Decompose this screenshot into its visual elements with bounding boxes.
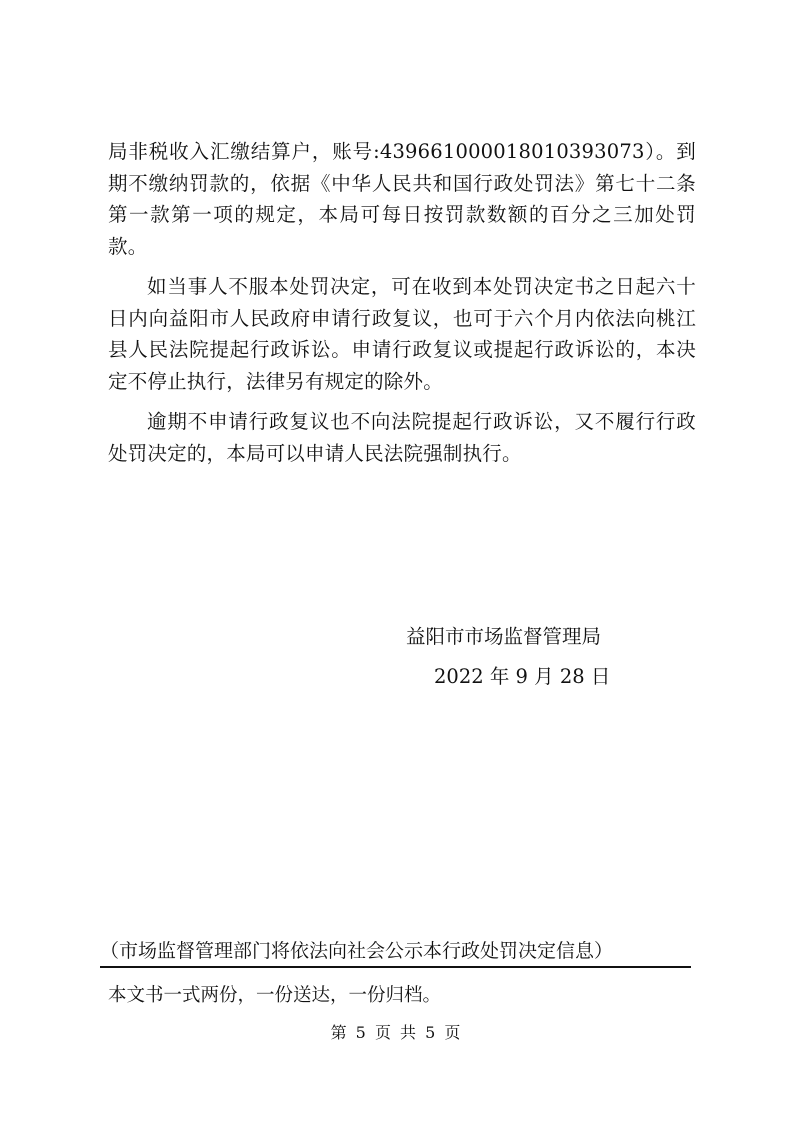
page-number-footer: 第 5 页 共 5 页 bbox=[330, 1023, 463, 1042]
public-disclosure-notice: （市场监督管理部门将依法向社会公示本行政处罚决定信息） bbox=[100, 937, 691, 968]
issuing-organization: 益阳市市场监督管理局 bbox=[406, 625, 602, 648]
paragraph-appeal-rights: 如当事人不服本处罚决定，可在收到本处罚决定书之日起六十日内向益阳市人民政府申请行政复议，也可于六个月内依法向桃江县人民法院提起行政诉讼。申请行政复议或提起行政诉讼的，本决定不停止执行，法律另有规定的除外。 bbox=[108, 275, 696, 393]
paragraph-enforcement: 逾期不申请行政复议也不向法院提起行政诉讼，又不履行行政处罚决定的，本局可以申请人民法院强制执行。 bbox=[108, 410, 696, 465]
issue-date: 2022 年 9 月 28 日 bbox=[434, 665, 611, 688]
copies-note: 本文书一式两份，一份送达，一份归档。 bbox=[108, 985, 442, 1006]
document-body bbox=[108, 136, 696, 478]
paragraph-payment-deadline: 局非税收入汇缴结算户，账号:439661000018010393073）。到期不缴纳罚款的，依据《中华人民共和国行政处罚法》第七十二条第一款第一项的规定，本局可每日按罚款数额的百分之三加处罚款。 bbox=[108, 140, 696, 258]
signature-block bbox=[406, 617, 610, 697]
